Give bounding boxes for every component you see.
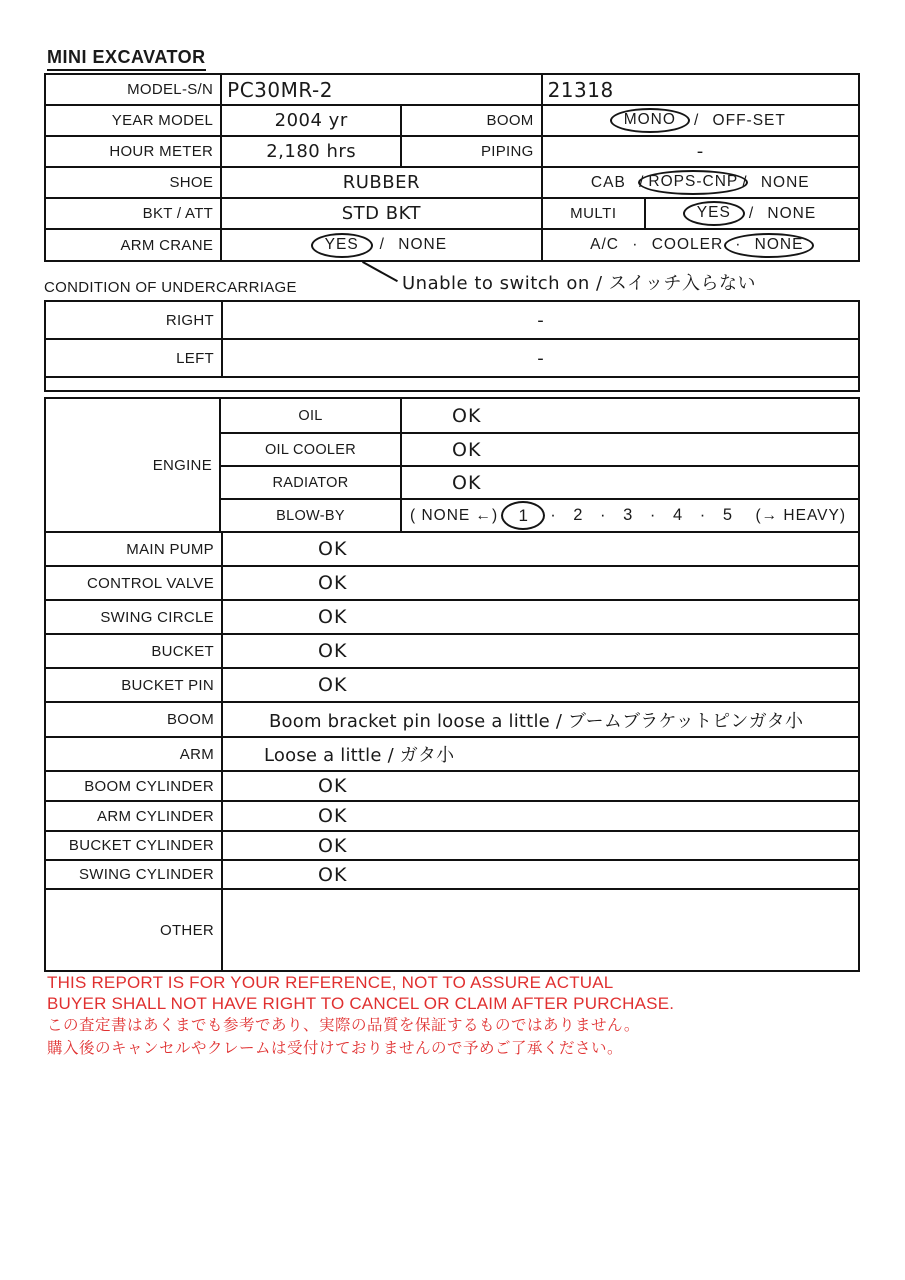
right-value: - xyxy=(221,302,858,338)
arm-crane-options-cell xyxy=(220,230,540,260)
disclaimer-line-3: この査定書はあくまでも参考であり、実際の品質を保証するものではありません。 xyxy=(47,1017,640,1034)
inspection-row-swing-circle xyxy=(46,599,858,633)
bucket-label: BUCKET xyxy=(151,642,214,660)
arm-condition-note: Loose a little / ガタ小 xyxy=(221,738,858,770)
blowby-scale-heavy-end: (→ HEAVY) xyxy=(755,506,846,524)
arm-crane-note-leader-line xyxy=(362,261,398,282)
other-label: OTHER xyxy=(160,921,214,939)
year-model-label: YEAR MODEL xyxy=(111,112,214,129)
inspection-row-bucket-cylinder xyxy=(46,830,858,859)
bucket-pin-label: BUCKET PIN xyxy=(121,676,214,694)
blowby-selected-circle-annotation: 1 xyxy=(501,501,545,530)
swing-cylinder-value: OK xyxy=(221,861,858,888)
piping-value: - xyxy=(541,137,858,166)
undercarriage-empty-row xyxy=(46,376,858,390)
serial-value: 21318 xyxy=(541,75,858,104)
bkt-att-value: STD BKT xyxy=(220,199,540,228)
engine-row-oil-cooler xyxy=(221,432,858,465)
spec-row-bkt-multi xyxy=(46,197,858,228)
cab-options-cell xyxy=(541,168,858,197)
inspection-row-arm-cylinder xyxy=(46,800,858,830)
multi-label: MULTI xyxy=(541,199,644,228)
spec-table xyxy=(44,73,860,262)
year-model-value: 2004 yr xyxy=(220,106,400,135)
engine-row-radiator xyxy=(221,465,858,498)
bucket-pin-value: OK xyxy=(221,669,858,701)
swing-circle-label: SWING CIRCLE xyxy=(100,608,214,626)
disclaimer-line-1: THIS REPORT IS FOR YOUR REFERENCE, NOT TO ASSURE ACTUAL xyxy=(47,973,614,992)
arm-crane-options-rest: / NONE xyxy=(379,236,448,253)
disclaimer-line-4: 購入後のキャンセルやクレームは受付けておりませんので予めご了承ください。 xyxy=(47,1039,624,1057)
multi-options-cell xyxy=(644,199,858,228)
boom-label: BOOM xyxy=(400,106,540,135)
ac-cooler-prefix: A/C · COOLER xyxy=(590,236,724,253)
page-title: MINI EXCAVATOR xyxy=(47,47,206,71)
boom-cylinder-label: BOOM CYLINDER xyxy=(84,777,214,795)
multi-options-rest: / NONE xyxy=(748,204,817,222)
right-label: RIGHT xyxy=(165,311,214,329)
model-sn-label: MODEL-S/N xyxy=(127,81,214,98)
spec-row-model xyxy=(46,75,858,104)
inspection-row-swing-cylinder xyxy=(46,859,858,888)
bucket-cylinder-value: OK xyxy=(221,832,858,859)
cab-selected-circle-annotation: ROPS-CNP xyxy=(638,170,748,195)
arm-row-label: ARM xyxy=(179,745,214,763)
bkt-att-label: BKT / ATT xyxy=(142,205,214,222)
piping-label: PIPING xyxy=(400,137,540,166)
hour-meter-label: HOUR METER xyxy=(109,143,214,160)
inspection-row-main-pump xyxy=(46,531,858,565)
spec-row-armcrane-ac xyxy=(46,228,858,260)
model-value: PC30MR-2 xyxy=(220,75,540,104)
inspection-row-arm xyxy=(46,736,858,770)
arm-cylinder-label: ARM CYLINDER xyxy=(97,807,214,825)
arm-cylinder-value: OK xyxy=(221,802,858,830)
disclaimer-line-2: BUYER SHALL NOT HAVE RIGHT TO CANCEL OR CLAIM AFTER PURCHASE. xyxy=(47,993,675,1013)
blowby-label: BLOW-BY xyxy=(276,507,345,524)
undercarriage-table xyxy=(44,300,860,392)
swing-cylinder-label: SWING CYLINDER xyxy=(78,866,214,883)
oil-value: OK xyxy=(400,399,858,432)
oil-cooler-label: OIL COOLER xyxy=(264,441,357,458)
boom-condition-note: Boom bracket pin loose a little / ブームブラケットピンガタ小 xyxy=(221,703,858,736)
main-pump-value: OK xyxy=(221,533,858,565)
ac-selected-circle-annotation: · NONE xyxy=(724,233,814,258)
spec-row-year-boom xyxy=(46,104,858,135)
other-value xyxy=(221,890,858,970)
inspection-row-boom xyxy=(46,701,858,736)
shoe-label: SHOE xyxy=(169,174,214,191)
undercarriage-heading: CONDITION OF UNDERCARRIAGE xyxy=(44,279,297,296)
spec-row-hour-piping xyxy=(46,135,858,166)
engine-row-blowby xyxy=(221,498,858,531)
left-label: LEFT xyxy=(176,349,214,367)
inspection-row-other xyxy=(46,888,858,970)
inspection-row-bucket-pin xyxy=(46,667,858,701)
shoe-value: RUBBER xyxy=(220,168,540,197)
hour-meter-value: 2,180 hrs xyxy=(220,137,400,166)
boom-selected-circle-annotation: MONO xyxy=(610,108,690,133)
disclaimer-block xyxy=(47,973,674,1059)
bucket-value: OK xyxy=(221,635,858,667)
cab-options-suffix: / NONE xyxy=(742,173,810,191)
main-pump-label: MAIN PUMP xyxy=(126,540,214,558)
arm-crane-selected-circle-annotation: YES xyxy=(311,233,373,258)
radiator-label: RADIATOR xyxy=(272,474,349,491)
oil-cooler-value: OK xyxy=(400,434,858,465)
boom-options-rest: / OFF-SET xyxy=(693,111,786,129)
boom-options-cell xyxy=(541,106,858,135)
inspection-row-bucket xyxy=(46,633,858,667)
arm-crane-note: Unable to switch on / スイッチ入らない xyxy=(402,273,757,294)
control-valve-value: OK xyxy=(221,567,858,599)
engine-row-oil xyxy=(221,399,858,432)
left-value: - xyxy=(221,340,858,376)
undercarriage-row-right xyxy=(46,302,858,338)
boom-cylinder-value: OK xyxy=(221,772,858,800)
engine-label: ENGINE xyxy=(46,399,221,531)
spec-row-shoe-cab xyxy=(46,166,858,197)
inspection-row-control-valve xyxy=(46,565,858,599)
boom-row-label: BOOM xyxy=(166,711,214,728)
inspection-table xyxy=(44,397,860,972)
cab-options-prefix: CAB / xyxy=(590,173,645,191)
inspection-row-boom-cylinder xyxy=(46,770,858,800)
engine-section xyxy=(46,399,858,531)
arm-crane-label: ARM CRANE xyxy=(120,236,214,254)
blowby-scale-numbers: · 2 · 3 · 4 · 5 xyxy=(550,506,733,524)
undercarriage-row-left xyxy=(46,338,858,376)
bucket-cylinder-label: BUCKET CYLINDER xyxy=(68,837,214,854)
ac-cooler-cell xyxy=(541,230,858,260)
control-valve-label: CONTROL VALVE xyxy=(87,574,214,592)
blowby-scale xyxy=(400,500,858,531)
blowby-scale-none-end: ( NONE ←) xyxy=(410,506,499,524)
radiator-value: OK xyxy=(400,467,858,498)
multi-selected-circle-annotation: YES xyxy=(683,201,745,226)
swing-circle-value: OK xyxy=(221,601,858,633)
oil-label: OIL xyxy=(298,407,323,424)
